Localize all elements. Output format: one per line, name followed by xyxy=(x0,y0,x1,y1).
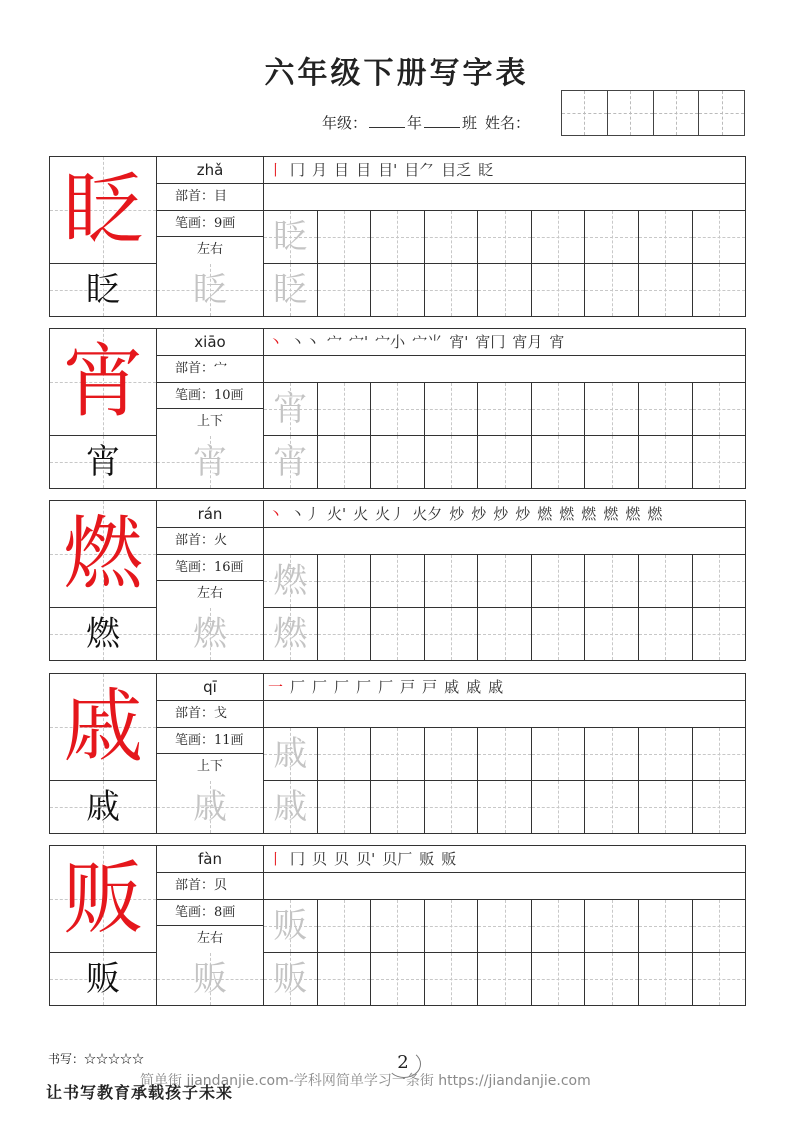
stroke-step: 宀⺌ xyxy=(412,333,443,352)
practice-cell[interactable] xyxy=(425,555,479,608)
trace-char: 贩 xyxy=(193,959,227,999)
practice-cell[interactable] xyxy=(478,383,532,436)
practice-cell[interactable] xyxy=(532,264,586,316)
practice-cell[interactable] xyxy=(371,900,425,953)
practice-cell[interactable] xyxy=(371,781,425,833)
stroke-step: 一 xyxy=(268,678,284,697)
practice-cell[interactable] xyxy=(639,953,693,1005)
stroke-count: 笔画：11画 xyxy=(157,728,263,755)
practice-row xyxy=(50,953,745,1005)
practice-cell[interactable] xyxy=(532,900,586,953)
char-info xyxy=(157,846,264,953)
structure: 左右 xyxy=(196,586,223,602)
pinyin: xiāo xyxy=(157,329,263,356)
stroke-step: 目⺈ xyxy=(404,161,435,180)
practice-cell[interactable] xyxy=(478,608,532,660)
practice-cell[interactable] xyxy=(50,608,157,660)
stroke-step: 贝厂 xyxy=(382,850,413,869)
practice-cell[interactable] xyxy=(264,383,318,436)
stroke-step: 宵冂 xyxy=(475,333,506,352)
char-block xyxy=(49,156,746,317)
practice-cell[interactable] xyxy=(318,211,372,264)
class-blank[interactable] xyxy=(424,113,460,128)
trace-char: 贩 xyxy=(273,905,308,946)
practice-cell[interactable] xyxy=(157,436,264,488)
stroke-step: 炒 xyxy=(449,505,465,524)
stroke-step: 丶 xyxy=(268,505,284,524)
name-boxes[interactable] xyxy=(561,90,745,136)
practice-cell[interactable] xyxy=(264,728,318,781)
practice-cell[interactable] xyxy=(264,436,318,488)
stroke-step: 火 xyxy=(353,505,369,524)
blank-row xyxy=(264,528,745,555)
stroke-step: 目乏 xyxy=(441,161,472,180)
radical: 部首：目 xyxy=(157,184,263,211)
stroke-order xyxy=(264,846,745,873)
practice-cell[interactable] xyxy=(264,211,318,264)
practice-row xyxy=(264,728,745,782)
grade-label: 年级： xyxy=(322,114,368,132)
practice-cell[interactable] xyxy=(478,264,532,316)
practice-cell[interactable] xyxy=(264,555,318,608)
practice-cell[interactable] xyxy=(639,728,693,781)
stroke-step: 宵 xyxy=(549,333,565,352)
practice-cell[interactable] xyxy=(532,781,586,833)
stroke-step: 贩 xyxy=(419,850,435,869)
practice-cell[interactable] xyxy=(693,900,746,953)
stroke-step: 宀 xyxy=(327,333,343,352)
stroke-step: 厂 xyxy=(312,678,328,697)
char-info xyxy=(157,329,264,436)
structure: 左右 xyxy=(196,931,223,947)
stroke-step: 眨 xyxy=(478,161,494,180)
stroke-step: 燃 xyxy=(647,505,663,524)
practice-cell[interactable] xyxy=(693,383,746,436)
name-box[interactable] xyxy=(699,91,744,135)
practice-cell[interactable] xyxy=(318,728,372,781)
practice-cell[interactable] xyxy=(264,900,318,953)
practice-cell[interactable] xyxy=(264,608,318,660)
stroke-count: 笔画：16画 xyxy=(157,555,263,582)
practice-cell[interactable] xyxy=(478,728,532,781)
practice-cell[interactable] xyxy=(585,383,639,436)
practice-row xyxy=(50,608,745,660)
char-info xyxy=(157,157,264,264)
practice-cell[interactable] xyxy=(50,436,157,488)
radical: 部首：宀 xyxy=(157,356,263,383)
pinyin: zhǎ xyxy=(157,157,263,184)
trace-char: 眨 xyxy=(273,270,308,310)
practice-cell[interactable] xyxy=(157,264,264,316)
practice-cell[interactable] xyxy=(639,900,693,953)
practice-cell[interactable] xyxy=(532,383,586,436)
practice-cell[interactable] xyxy=(639,211,693,264)
practice-cell[interactable] xyxy=(478,900,532,953)
stroke-step: 炒 xyxy=(515,505,531,524)
practice-cell[interactable] xyxy=(371,211,425,264)
practice-cell[interactable] xyxy=(318,953,372,1005)
practice-cell[interactable] xyxy=(318,264,372,316)
practice-cell[interactable] xyxy=(532,436,586,488)
stroke-step: 目 xyxy=(356,161,372,180)
stroke-step: 火' xyxy=(327,505,347,524)
practice-cell[interactable] xyxy=(532,211,586,264)
practice-cell[interactable] xyxy=(50,953,157,1005)
stroke-step: 月 xyxy=(312,161,328,180)
practice-cell[interactable] xyxy=(585,555,639,608)
stroke-step: 贝 xyxy=(334,850,350,869)
practice-cell[interactable] xyxy=(639,383,693,436)
blank-row xyxy=(264,873,745,900)
practice-cell[interactable] xyxy=(585,436,639,488)
char-block xyxy=(49,673,746,834)
practice-cell[interactable] xyxy=(585,900,639,953)
stroke-step: 冂 xyxy=(290,161,306,180)
stroke-step: 火丿 xyxy=(375,505,406,524)
name-label: 姓名： xyxy=(485,114,531,132)
practice-cell[interactable] xyxy=(318,436,372,488)
stroke-order xyxy=(264,501,745,528)
structure: 上下 xyxy=(196,414,223,430)
practice-cell[interactable] xyxy=(371,264,425,316)
practice-cell[interactable] xyxy=(371,383,425,436)
practice-cell[interactable] xyxy=(693,728,746,781)
class-label: 班 xyxy=(462,114,478,132)
blank-row xyxy=(264,356,745,383)
stroke-step: 厂 xyxy=(356,678,372,697)
stroke-step: 丶丶 xyxy=(290,333,321,352)
practice-row xyxy=(50,264,745,316)
stroke-step: 宀小 xyxy=(375,333,406,352)
stroke-step: 丨 xyxy=(268,161,284,180)
practice-cell[interactable] xyxy=(639,264,693,316)
practice-cell[interactable] xyxy=(425,728,479,781)
stroke-order xyxy=(264,329,745,356)
practice-cell[interactable] xyxy=(532,728,586,781)
practice-cell[interactable] xyxy=(639,781,693,833)
stroke-step: 火夕 xyxy=(412,505,443,524)
practice-cell[interactable] xyxy=(585,264,639,316)
rating-label: 书写：☆☆☆☆☆ xyxy=(48,1052,145,1066)
practice-cell[interactable] xyxy=(371,608,425,660)
pinyin: qī xyxy=(157,674,263,701)
blank-row xyxy=(264,701,745,728)
char-info xyxy=(157,674,264,781)
stroke-step: 炒 xyxy=(471,505,487,524)
name-box[interactable] xyxy=(654,91,700,135)
practice-cell[interactable] xyxy=(639,555,693,608)
practice-cell[interactable] xyxy=(585,728,639,781)
stroke-step: 宵月 xyxy=(512,333,543,352)
practice-cell[interactable] xyxy=(371,436,425,488)
structure: 左右 xyxy=(196,242,223,258)
stroke-step: 燃 xyxy=(537,505,553,524)
trace-char: 宵 xyxy=(193,442,227,482)
practice-cell[interactable] xyxy=(264,781,318,833)
practice-row xyxy=(264,555,745,609)
practice-cell[interactable] xyxy=(318,900,372,953)
page-title: 六年级下册写字表 xyxy=(264,56,529,91)
trace-char: 宵 xyxy=(273,388,308,429)
practice-row xyxy=(264,383,745,437)
stroke-count: 笔画：8画 xyxy=(157,900,263,927)
structure: 上下 xyxy=(196,759,223,775)
stroke-count: 笔画：10画 xyxy=(157,383,263,410)
practice-cell[interactable] xyxy=(318,555,372,608)
practice-cell[interactable] xyxy=(639,436,693,488)
trace-char: 戚 xyxy=(273,787,308,827)
stroke-order xyxy=(264,674,745,701)
stroke-step: 燃 xyxy=(625,505,641,524)
practice-cell[interactable] xyxy=(318,383,372,436)
practice-cell[interactable] xyxy=(693,436,746,488)
practice-cell[interactable] xyxy=(425,781,479,833)
trace-char: 眨 xyxy=(273,216,308,257)
pinyin: rán xyxy=(157,501,263,528)
trace-char: 燃 xyxy=(193,614,227,654)
practice-cell[interactable] xyxy=(585,211,639,264)
practice-cell[interactable] xyxy=(585,608,639,660)
practice-cell[interactable] xyxy=(693,608,746,660)
practice-cell[interactable] xyxy=(478,555,532,608)
stroke-count: 笔画：9画 xyxy=(157,211,263,238)
stroke-step: 厂 xyxy=(290,678,306,697)
practice-row xyxy=(264,900,745,954)
big-char: 戚 xyxy=(63,680,143,773)
grade-blank[interactable] xyxy=(369,113,405,128)
practice-cell[interactable] xyxy=(693,211,746,264)
pinyin: fàn xyxy=(157,846,263,873)
practice-cell[interactable] xyxy=(693,555,746,608)
stroke-step: 戸 xyxy=(400,678,416,697)
practice-cell[interactable] xyxy=(585,781,639,833)
trace-char: 贩 xyxy=(273,959,308,999)
stroke-step: 目 xyxy=(334,161,350,180)
stroke-step: 戚 xyxy=(488,678,504,697)
practice-cell[interactable] xyxy=(693,781,746,833)
year-label: 年 xyxy=(407,114,423,132)
model-char: 燃 xyxy=(86,614,120,654)
char-block xyxy=(49,500,746,661)
trace-char: 燃 xyxy=(273,560,308,601)
practice-cell[interactable] xyxy=(371,728,425,781)
watermark: 简单街 jiandanjie.com-学科网简单学习一条街 https://jiandanjie.com xyxy=(140,1073,591,1089)
model-char: 眨 xyxy=(86,270,120,310)
practice-cell[interactable] xyxy=(50,264,157,316)
trace-char: 戚 xyxy=(193,787,227,827)
big-char: 贩 xyxy=(63,852,143,945)
radical: 部首：戈 xyxy=(157,701,263,728)
trace-char: 宵 xyxy=(273,442,308,482)
practice-cell[interactable] xyxy=(693,953,746,1005)
practice-cell[interactable] xyxy=(425,264,479,316)
big-char: 眨 xyxy=(63,163,143,256)
practice-row xyxy=(264,211,745,265)
stroke-step: 贩 xyxy=(441,850,457,869)
practice-row xyxy=(50,436,745,488)
practice-cell[interactable] xyxy=(585,953,639,1005)
model-char: 贩 xyxy=(86,959,120,999)
blank-row xyxy=(264,184,745,211)
char-block xyxy=(49,328,746,489)
trace-char: 眨 xyxy=(193,270,227,310)
practice-cell[interactable] xyxy=(532,953,586,1005)
big-char: 燃 xyxy=(63,507,143,600)
practice-cell[interactable] xyxy=(425,608,479,660)
practice-cell[interactable] xyxy=(264,264,318,316)
practice-cell[interactable] xyxy=(425,953,479,1005)
practice-cell[interactable] xyxy=(532,608,586,660)
practice-cell[interactable] xyxy=(478,211,532,264)
stroke-step: 贝 xyxy=(312,850,328,869)
practice-cell[interactable] xyxy=(639,608,693,660)
practice-cell[interactable] xyxy=(264,953,318,1005)
practice-cell[interactable] xyxy=(425,211,479,264)
practice-cell[interactable] xyxy=(371,953,425,1005)
stroke-step: 燃 xyxy=(603,505,619,524)
stroke-order xyxy=(264,157,745,184)
stroke-step: 宵' xyxy=(449,333,469,352)
practice-cell[interactable] xyxy=(157,608,264,660)
practice-cell[interactable] xyxy=(318,608,372,660)
radical: 部首：火 xyxy=(157,528,263,555)
trace-char: 燃 xyxy=(273,614,308,654)
stroke-step: 丨 xyxy=(268,850,284,869)
trace-char: 戚 xyxy=(273,733,308,774)
practice-cell[interactable] xyxy=(478,781,532,833)
practice-cell[interactable] xyxy=(532,555,586,608)
practice-cell[interactable] xyxy=(157,781,264,833)
model-char: 戚 xyxy=(86,787,120,827)
radical: 部首：贝 xyxy=(157,873,263,900)
practice-cell[interactable] xyxy=(478,436,532,488)
practice-cell[interactable] xyxy=(157,953,264,1005)
practice-row xyxy=(50,781,745,833)
practice-cell[interactable] xyxy=(425,436,479,488)
stroke-step: 丶 xyxy=(268,333,284,352)
practice-cell[interactable] xyxy=(478,953,532,1005)
stroke-step: 厂 xyxy=(334,678,350,697)
char-info xyxy=(157,501,264,608)
stroke-step: 厂 xyxy=(378,678,394,697)
practice-cell[interactable] xyxy=(425,900,479,953)
stroke-step: 燃 xyxy=(581,505,597,524)
stroke-step: 戚 xyxy=(466,678,482,697)
practice-cell[interactable] xyxy=(425,383,479,436)
big-char: 宵 xyxy=(63,335,143,428)
char-block xyxy=(49,845,746,1006)
name-box[interactable] xyxy=(562,91,608,135)
stroke-step: 贝' xyxy=(356,850,376,869)
name-box[interactable] xyxy=(608,91,654,135)
stroke-step: 宀' xyxy=(349,333,369,352)
stroke-step: 丶丿 xyxy=(290,505,321,524)
practice-cell[interactable] xyxy=(318,781,372,833)
practice-cell[interactable] xyxy=(693,264,746,316)
stroke-step: 炒 xyxy=(493,505,509,524)
stroke-step: 目' xyxy=(378,161,398,180)
practice-cell[interactable] xyxy=(50,781,157,833)
slogan: 让书写教育承载孩子未来 xyxy=(46,1083,234,1102)
stroke-step: 戸 xyxy=(422,678,438,697)
stroke-step: 燃 xyxy=(559,505,575,524)
practice-cell[interactable] xyxy=(371,555,425,608)
student-info xyxy=(322,112,530,133)
stroke-step: 戚 xyxy=(444,678,460,697)
page-number: 2 xyxy=(383,1048,423,1078)
stroke-step: 冂 xyxy=(290,850,306,869)
model-char: 宵 xyxy=(86,442,120,482)
